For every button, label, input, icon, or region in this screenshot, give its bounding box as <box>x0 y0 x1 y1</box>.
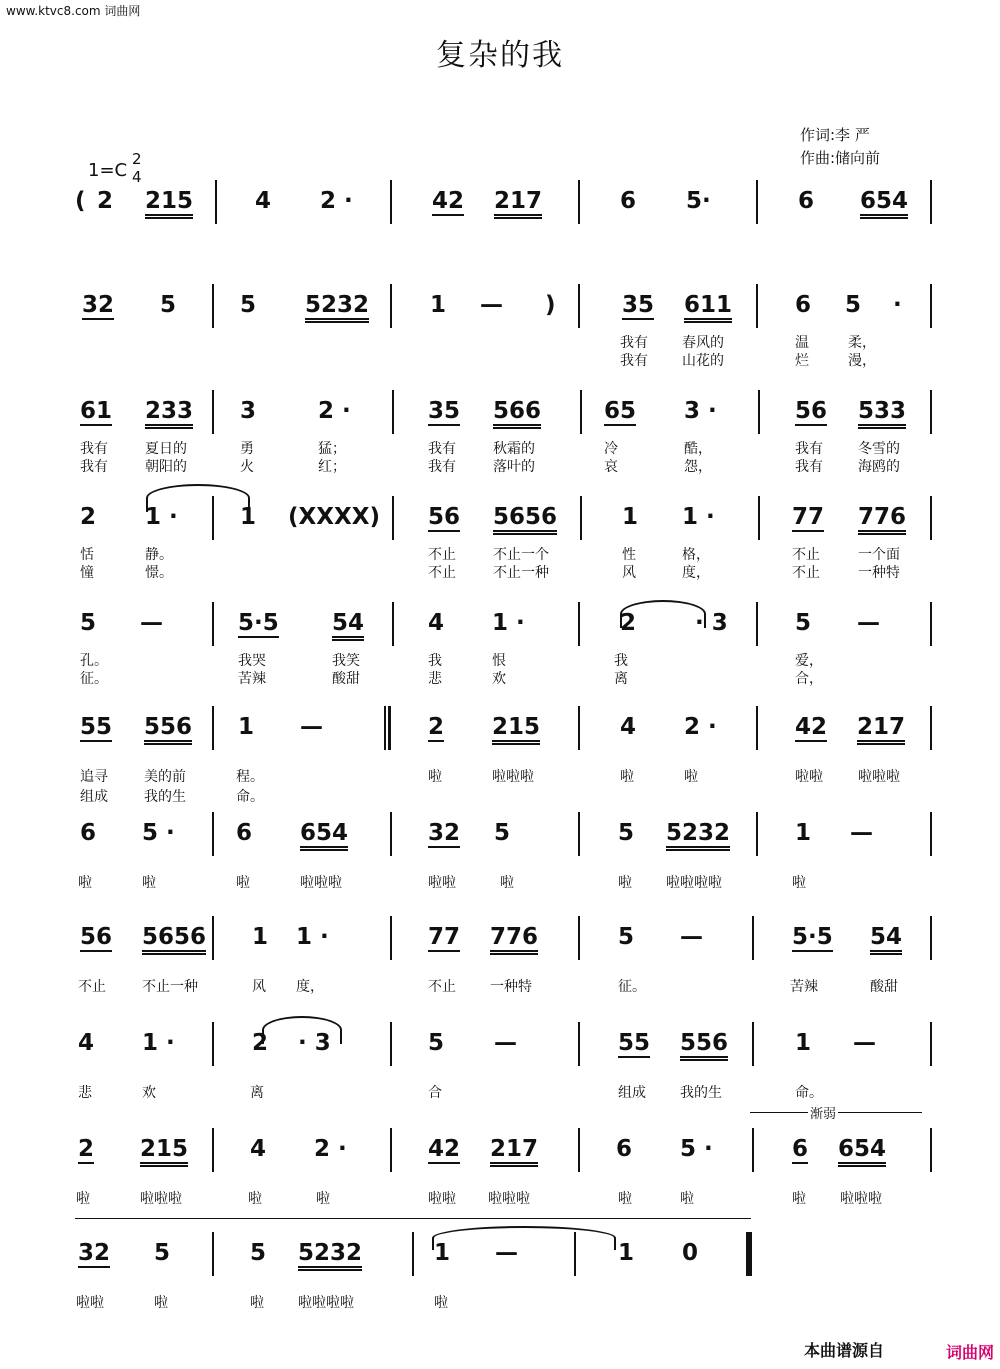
barline <box>580 496 582 540</box>
note: 42 <box>428 1136 461 1162</box>
note: · <box>893 292 902 318</box>
note: — <box>680 924 703 950</box>
lyric-line1: 冬雪的 <box>858 441 900 457</box>
lyric-line1: 冷 <box>604 441 618 457</box>
barline <box>578 602 580 646</box>
barline <box>390 916 392 960</box>
lyric-line1: 恬 <box>80 547 94 563</box>
barline <box>930 602 932 646</box>
lyric-line1: 欢 <box>142 1085 156 1101</box>
lyric-line1: 组成 <box>618 1085 646 1101</box>
note: 533 <box>858 398 906 429</box>
lyric-line1: 啦 <box>250 1295 264 1311</box>
lyric-line1: 我笑 <box>332 653 360 669</box>
lyric-line1: 一种特 <box>490 979 532 995</box>
lyric-line2: 合， <box>795 671 823 687</box>
note: 5656 <box>493 504 557 535</box>
barline <box>212 1128 214 1172</box>
note: 6 <box>616 1136 633 1162</box>
key-signature: 1=C <box>88 160 128 181</box>
note: 1 · <box>145 504 178 530</box>
note: 5 <box>160 292 177 318</box>
lyric-line1: 征。 <box>618 979 646 995</box>
note: — <box>850 820 873 846</box>
lyric-line1: 我有 <box>795 441 823 457</box>
song-title: 复杂的我 <box>436 38 564 73</box>
lyric-line1: 合 <box>428 1085 442 1101</box>
note: 5· <box>686 188 711 214</box>
barline <box>215 180 217 224</box>
time-bottom: 4 <box>132 168 142 186</box>
barline <box>212 390 214 434</box>
lyric-line2: 憧 <box>80 565 94 581</box>
barline <box>212 284 214 328</box>
lyric-line1: 啦 <box>792 1191 806 1207</box>
barline <box>930 284 932 328</box>
note: 5 <box>250 1240 267 1266</box>
note: 1 · <box>296 924 329 950</box>
lyric-line1: 啦啦啦 <box>488 1191 530 1207</box>
note: 654 <box>860 188 908 219</box>
note: 2 <box>78 1136 95 1162</box>
lyric-line1: 啦啦啦 <box>300 875 342 891</box>
barline <box>930 496 932 540</box>
note: 5232 <box>666 820 730 851</box>
diminuendo-label: 渐弱 <box>808 1103 838 1122</box>
lyric-line1: 啦 <box>142 875 156 891</box>
note: 2 · <box>314 1136 347 1162</box>
note: 1 <box>252 924 269 950</box>
barline <box>750 1232 752 1276</box>
note: 2 <box>620 610 637 636</box>
note: 556 <box>680 1030 728 1061</box>
lyric-line1: 恨 <box>492 653 506 669</box>
lyric-line1: 啦啦啦 <box>140 1191 182 1207</box>
lyric-line1: 啦 <box>248 1191 262 1207</box>
lyric-line1: 酷， <box>684 441 712 457</box>
barline <box>752 1022 754 1066</box>
note: — <box>480 292 503 318</box>
lyric-line1: 风 <box>252 979 266 995</box>
note: 1 <box>795 820 812 846</box>
lyric-line1: 我 <box>428 653 442 669</box>
barline <box>578 812 580 856</box>
lyric-line2: 一种特 <box>858 565 900 581</box>
slur-arc <box>620 600 706 628</box>
lyric-line2: 命。 <box>236 789 264 805</box>
barline <box>930 180 932 224</box>
barline <box>756 284 758 328</box>
lyric-line1: 美的前 <box>144 769 186 785</box>
note: 1 <box>795 1030 812 1056</box>
lyric-line2: 哀 <box>604 459 618 475</box>
lyric-line2: 苦辣 <box>238 671 266 687</box>
note: 611 <box>684 292 732 323</box>
lyric-line1: 啦啦 <box>795 769 823 785</box>
time-top: 2 <box>132 150 142 168</box>
note: 56 <box>795 398 828 424</box>
note: — <box>300 714 323 740</box>
lyric-line1: 啦 <box>684 769 698 785</box>
barline <box>578 706 580 750</box>
lyric-line1: 啦啦啦 <box>858 769 900 785</box>
lyric-line1: 啦 <box>316 1191 330 1207</box>
barline <box>930 812 932 856</box>
lyric-line1: 性 <box>622 547 636 563</box>
lyric-line2: 山花的 <box>682 353 724 369</box>
lyric-line2: 酸甜 <box>332 671 360 687</box>
lyric-line1: 不止 <box>428 547 456 563</box>
barline <box>930 1128 932 1172</box>
barline <box>756 812 758 856</box>
note: 1 <box>240 504 257 530</box>
lyric-line1: 不止一种 <box>142 979 198 995</box>
lyric-line1: 不止一个 <box>493 547 549 563</box>
note: 1 <box>434 1240 451 1266</box>
note: 566 <box>493 398 541 429</box>
note: 233 <box>145 398 193 429</box>
note: 5 <box>795 610 812 636</box>
note: · 3 <box>298 1030 331 1056</box>
lyric-line2: 我有 <box>80 459 108 475</box>
barline <box>390 1022 392 1066</box>
note: 32 <box>78 1240 111 1266</box>
barline <box>212 1022 214 1066</box>
lyric-line2: 我有 <box>620 353 648 369</box>
lyric-line2: 朝阳的 <box>145 459 187 475</box>
lyric-line1: 夏日的 <box>145 441 187 457</box>
repeat-barline <box>388 706 391 750</box>
lyric-line1: 啦啦 <box>428 875 456 891</box>
lyric-line2: 风 <box>622 565 636 581</box>
note: 4 <box>255 188 272 214</box>
note: 56 <box>428 504 461 530</box>
footer-source: 本曲谱源自 <box>803 1341 884 1360</box>
lyric-line1: 孔。 <box>80 653 108 669</box>
barline <box>756 706 758 750</box>
note: 776 <box>490 924 538 955</box>
note: 32 <box>82 292 115 318</box>
site-url: www.ktvc8.com 词曲网 <box>6 4 141 18</box>
lyric-line1: 酸甜 <box>870 979 898 995</box>
barline <box>578 284 580 328</box>
lyric-line1: 啦啦啦啦 <box>298 1295 354 1311</box>
note: 556 <box>144 714 192 745</box>
note: — <box>857 610 880 636</box>
note: 56 <box>80 924 113 950</box>
lyric-line1: 不止 <box>792 547 820 563</box>
lyric-line1: 爱， <box>795 653 823 669</box>
lyric-line1: 格， <box>682 547 710 563</box>
note: 35 <box>428 398 461 424</box>
lyric-line2: 烂 <box>795 353 809 369</box>
note: 1 · <box>492 610 525 636</box>
barline <box>412 1232 414 1276</box>
note: 5 · <box>142 820 175 846</box>
lyric-line1: 苦辣 <box>790 979 818 995</box>
final-barline <box>746 1232 750 1276</box>
note: 1 <box>238 714 255 740</box>
barline <box>578 1022 580 1066</box>
note: 6 <box>80 820 97 846</box>
barline <box>578 916 580 960</box>
lyric-line1: 勇 <box>240 441 254 457</box>
note: ( <box>75 188 86 214</box>
note: 77 <box>428 924 461 950</box>
note: 5·5 <box>238 610 279 636</box>
lyric-line1: 啦 <box>154 1295 168 1311</box>
note: 3 <box>240 398 257 424</box>
lyric-line1: 啦 <box>618 875 632 891</box>
lyric-line1: 啦 <box>792 875 806 891</box>
barline <box>752 916 754 960</box>
barline <box>758 496 760 540</box>
lyric-line1: 温 <box>795 335 809 351</box>
barline <box>212 812 214 856</box>
barline <box>384 706 386 750</box>
barline <box>392 390 394 434</box>
note: 776 <box>858 504 906 535</box>
note: 5·5 <box>792 924 833 950</box>
note: 42 <box>432 188 465 214</box>
note: 5 <box>618 924 635 950</box>
lyric-line1: 啦 <box>618 1191 632 1207</box>
note: 5 <box>240 292 257 318</box>
lyric-line1: 春风的 <box>682 335 724 351</box>
lyric-line1: 命。 <box>795 1085 823 1101</box>
lyric-line2: 我的生 <box>144 789 186 805</box>
note: 0 <box>682 1240 699 1266</box>
note: 2 · <box>684 714 717 740</box>
note: 5 <box>618 820 635 846</box>
note: 1 <box>430 292 447 318</box>
lyric-line2: 我有 <box>428 459 456 475</box>
slur-arc <box>146 484 250 512</box>
lyric-line2: 征。 <box>80 671 108 687</box>
note: 2 <box>80 504 97 530</box>
note: ) <box>545 292 556 318</box>
note: — <box>140 610 163 636</box>
note: 2 <box>428 714 445 740</box>
barline <box>578 1128 580 1172</box>
barline <box>390 812 392 856</box>
lyric-line1: 我的生 <box>680 1085 722 1101</box>
note: 217 <box>494 188 542 219</box>
barline <box>756 180 758 224</box>
barline <box>930 706 932 750</box>
lyric-line2: 不止 <box>428 565 456 581</box>
lyric-line1: 程。 <box>236 769 264 785</box>
note: 654 <box>838 1136 886 1167</box>
note: 2 · <box>318 398 351 424</box>
barline <box>212 1232 214 1276</box>
note: 215 <box>492 714 540 745</box>
lyric-line1: 猛； <box>318 441 346 457</box>
lyric-line2: 漫， <box>848 353 876 369</box>
lyric-line2: 离 <box>614 671 628 687</box>
barline <box>578 180 580 224</box>
slur-arc <box>432 1226 616 1250</box>
note: 5 <box>845 292 862 318</box>
barline <box>756 602 758 646</box>
lyric-line1: 我哭 <box>238 653 266 669</box>
lyric-line1: 啦 <box>434 1295 448 1311</box>
lyric-line1: 追寻 <box>80 769 108 785</box>
note: 654 <box>300 820 348 851</box>
lyric-line1: 啦啦 <box>428 1191 456 1207</box>
lyric-line2: 海鸥的 <box>858 459 900 475</box>
lyric-line2: 不止 <box>792 565 820 581</box>
note: 1 <box>618 1240 635 1266</box>
lyric-line2: 我有 <box>795 459 823 475</box>
note: 65 <box>604 398 637 424</box>
barline <box>392 496 394 540</box>
note: 5232 <box>298 1240 362 1271</box>
note: 2 <box>252 1030 269 1056</box>
barline <box>580 390 582 434</box>
lyric-line1: 一个面 <box>858 547 900 563</box>
note: 6 <box>792 1136 809 1162</box>
lyric-line1: 我有 <box>80 441 108 457</box>
note: 32 <box>428 820 461 846</box>
barline <box>390 1128 392 1172</box>
lyric-line1: 我有 <box>620 335 648 351</box>
note: 6 <box>620 188 637 214</box>
note: 1 · <box>142 1030 175 1056</box>
barline <box>212 602 214 646</box>
lyric-line1: 秋霜的 <box>493 441 535 457</box>
note: 5 <box>80 610 97 636</box>
barline <box>212 706 214 750</box>
lyric-line2: 不止一种 <box>493 565 549 581</box>
note: 5232 <box>305 292 369 323</box>
note: 5656 <box>142 924 206 955</box>
lyric-line1: 悲 <box>78 1085 92 1101</box>
lyric-line1: 啦 <box>428 769 442 785</box>
lyric-line1: 啦 <box>76 1191 90 1207</box>
lyric-line1: 啦啦 <box>76 1295 104 1311</box>
note: · 3 <box>695 610 728 636</box>
note: — <box>494 1030 517 1056</box>
lyric-line1: 度， <box>296 979 324 995</box>
note: 5 <box>154 1240 171 1266</box>
note: 4 <box>250 1136 267 1162</box>
lyric-line2: 度， <box>682 565 710 581</box>
note: 4 <box>78 1030 95 1056</box>
barline <box>758 390 760 434</box>
note: 215 <box>145 188 193 219</box>
lyric-line1: 不止 <box>428 979 456 995</box>
note: 55 <box>618 1030 651 1056</box>
barline <box>930 390 932 434</box>
note: 54 <box>332 610 364 641</box>
lyric-line1: 我有 <box>428 441 456 457</box>
lyric-line2: 怨， <box>684 459 712 475</box>
lyric-line2: 红； <box>318 459 346 475</box>
note: 35 <box>622 292 655 318</box>
note: 5 · <box>680 1136 713 1162</box>
barline <box>930 1022 932 1066</box>
barline <box>212 916 214 960</box>
note: 2 <box>97 188 114 214</box>
slur-arc <box>262 1016 342 1044</box>
note: 1 · <box>682 504 715 530</box>
barline <box>392 602 394 646</box>
note: 2 · <box>320 188 353 214</box>
note: 215 <box>140 1136 188 1167</box>
lyric-line1: 啦 <box>500 875 514 891</box>
note: — <box>495 1240 518 1266</box>
lyric-line2: 火 <box>240 459 254 475</box>
lyric-line1: 啦啦啦啦 <box>666 875 722 891</box>
lyric-line1: 啦 <box>236 875 250 891</box>
lyric-line1: 我 <box>614 653 628 669</box>
lyric-line2: 组成 <box>80 789 108 805</box>
note: 5 <box>494 820 511 846</box>
note: 77 <box>792 504 825 530</box>
lyric-line1: 不止 <box>78 979 106 995</box>
lyric-line1: 啦 <box>78 875 92 891</box>
barline <box>752 1128 754 1172</box>
note: 3 · <box>684 398 717 424</box>
note: 5 <box>428 1030 445 1056</box>
lyric-line2: 悲 <box>428 671 442 687</box>
note: (XXXX) <box>288 504 380 530</box>
note: 1 <box>622 504 639 530</box>
note: 6 <box>798 188 815 214</box>
note: 6 <box>795 292 812 318</box>
note: — <box>853 1030 876 1056</box>
lyric-line1: 离 <box>250 1085 264 1101</box>
lyric-line2: 憬。 <box>145 565 173 581</box>
barline <box>390 284 392 328</box>
lyric-line1: 啦啦啦 <box>840 1191 882 1207</box>
note: 6 <box>236 820 253 846</box>
note: 42 <box>795 714 828 740</box>
note: 55 <box>80 714 113 740</box>
lyric-line1: 静。 <box>145 547 173 563</box>
lyric-line2: 落叶的 <box>493 459 535 475</box>
note: 4 <box>428 610 445 636</box>
barline <box>930 916 932 960</box>
lyric-line1: 啦 <box>680 1191 694 1207</box>
lyric-line1: 啦 <box>620 769 634 785</box>
lyric-line1: 啦啦啦 <box>492 769 534 785</box>
composer-credit: 作曲:储向前 <box>800 149 881 167</box>
time-signature <box>132 150 142 186</box>
note: 217 <box>857 714 905 745</box>
site-logo: 词曲网 <box>945 1343 994 1362</box>
note: 217 <box>490 1136 538 1167</box>
volta-line <box>75 1218 751 1219</box>
lyric-line1: 柔， <box>848 335 876 351</box>
lyricist-credit: 作词:李 严 <box>800 126 870 144</box>
note: 54 <box>870 924 902 955</box>
note: 4 <box>620 714 637 740</box>
barline <box>390 180 392 224</box>
lyric-line2: 欢 <box>492 671 506 687</box>
note: 61 <box>80 398 113 424</box>
